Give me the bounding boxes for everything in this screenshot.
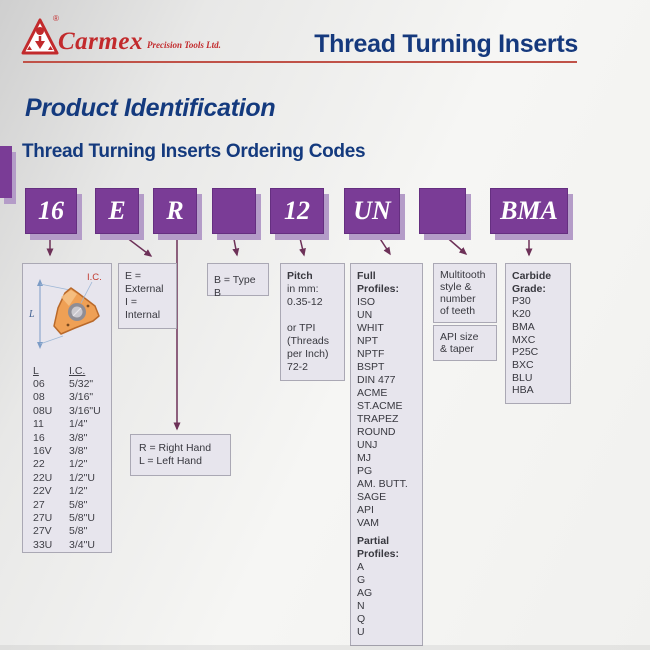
table-row: 22 1/2" — [33, 458, 88, 471]
brand-name: Carmex — [58, 28, 143, 55]
insert-size-rows — [25, 378, 109, 552]
insert-drawing — [25, 266, 109, 358]
header-title: Thread Turning Inserts — [314, 30, 578, 58]
table-row: 08U 3/16"U — [33, 404, 101, 417]
insert-size-table — [25, 365, 109, 552]
brand-logo-icon — [20, 17, 60, 57]
type-b-box: B = Type B — [207, 263, 269, 296]
full-profiles-title: Full Profiles: — [357, 270, 400, 295]
code-box-multitooth — [419, 188, 466, 234]
l-dimension-label: L — [29, 309, 35, 320]
code-box-pitch — [270, 188, 324, 234]
pitch-title: Pitch — [287, 270, 313, 282]
code-box-label: UN — [353, 196, 391, 225]
column-header-l: L — [33, 365, 39, 377]
profiles-box: Full Profiles: ISO UN WHIT NPT NPTF BSPT DIN 477 ACME ST.ACME TRAPEZ ROUND UNJ MJ PG AM. BUTT. SAGE API VAM Partial Profiles: A G AG N Q U — [350, 263, 423, 646]
table-row: 27 5/8" — [33, 498, 88, 511]
table-row: 27V 5/8" — [33, 525, 88, 538]
insert-diagram-box — [22, 263, 112, 553]
table-row: 16V 3/8" — [33, 445, 88, 458]
table-row: 06 5/32" — [33, 378, 94, 390]
table-row: 22U 1/2"U — [33, 471, 95, 484]
table-row: 16 3/8" — [33, 431, 88, 444]
brand-subtitle: Precision Tools Ltd. — [147, 40, 221, 50]
code-box-label: R — [166, 196, 184, 225]
external-internal-box: E = External I = Internal — [118, 263, 177, 329]
table-row: 33U 3/4"U — [33, 538, 95, 551]
table-row: 22V 1/2" — [33, 485, 88, 498]
hand-box: R = Right Hand L = Left Hand — [130, 434, 231, 476]
column-header-ic: I.C. — [69, 365, 86, 377]
accent-bar — [0, 146, 12, 198]
code-box-profile — [344, 188, 400, 234]
multitooth-box: Multitooth style & number of teeth — [433, 263, 497, 323]
insert-size-table-header — [25, 365, 109, 378]
code-box-size — [25, 188, 77, 234]
code-box-label: BMA — [500, 196, 558, 225]
carbide-grade-box: Carbide Grade: P30 K20 BMA MXC P25C BXC BLU HBA — [505, 263, 571, 404]
api-size-box: API size & taper — [433, 325, 497, 361]
page-title: Product Identification — [25, 94, 276, 122]
code-box-external-internal — [95, 188, 139, 234]
ic-label: I.C. — [87, 272, 102, 283]
carbide-grade-title: Carbide Grade: — [512, 270, 552, 295]
code-box-grade — [490, 188, 568, 234]
code-box-hand — [153, 188, 197, 234]
table-row: 27U 5/8"U — [33, 512, 95, 525]
page-subtitle: Thread Turning Inserts Ordering Codes — [22, 141, 366, 162]
code-box-label: 16 — [38, 196, 64, 225]
table-row: 11 1/4" — [33, 418, 88, 431]
code-box-label: E — [108, 196, 126, 225]
registered-mark: ® — [53, 14, 59, 23]
partial-profiles-title: Partial Profiles: — [357, 535, 400, 560]
header-divider — [23, 61, 577, 63]
code-box-label: 12 — [284, 196, 310, 225]
table-row: 08 3/16" — [33, 391, 94, 404]
code-box-type — [212, 188, 256, 234]
pitch-box: Pitch in mm: 0.35-12 or TPI (Threads per Inch) 72-2 — [280, 263, 345, 381]
